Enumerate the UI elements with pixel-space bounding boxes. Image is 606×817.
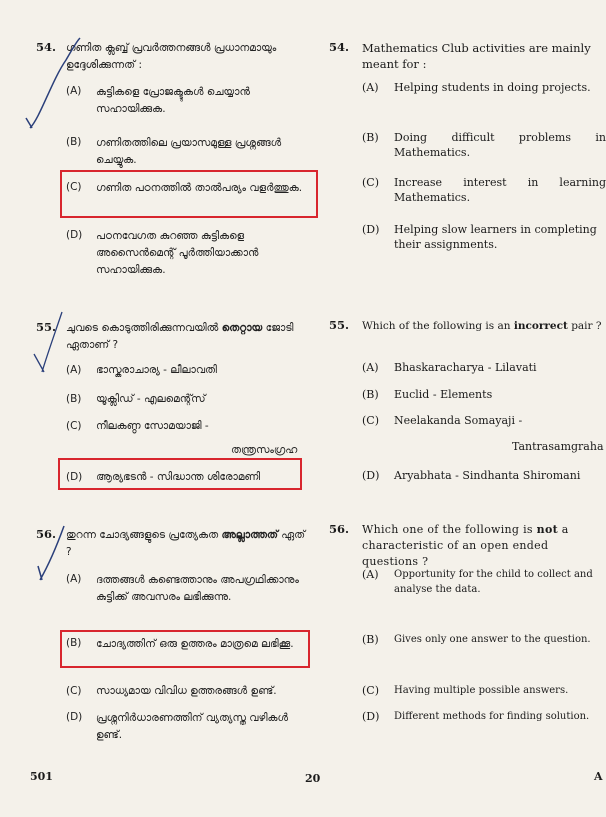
option-label: (D) xyxy=(66,229,83,241)
option-label: (C) xyxy=(66,685,82,697)
option-label: (B) xyxy=(362,131,379,144)
option-text: ഗണിത പഠനത്തിൽ താൽപര്യം വളർത്തുക. xyxy=(96,182,303,194)
option-label: (A) xyxy=(362,81,379,94)
ml-q56-text-pre: തുറന്ന ചോദ്യങ്ങളുടെ പ്രത്യേകത xyxy=(66,529,222,541)
en-q55-text xyxy=(362,318,606,334)
option-label: (D) xyxy=(362,469,380,482)
ml-q54-text: ഗണിത ക്ലബ്ബ് പ്രവർത്തനങ്ങൾ പ്രധാനമായും ഉദ്ദേശിക്കുന്നത് : xyxy=(66,42,277,71)
ml-q56-text-bold: അല്ലാത്തത് xyxy=(221,529,278,541)
option-text: Aryabhata - Sindhanta Shiromani xyxy=(394,469,581,482)
footer-page-number: 20 xyxy=(305,772,321,785)
option-text: ഗണിതത്തിലെ പ്രയാസമുള്ള പ്രശ്നങ്ങൾ ചെയ്യുക. xyxy=(96,137,282,166)
footer-exam-code: 501 xyxy=(30,770,53,783)
pen-check-marks xyxy=(0,0,120,620)
ml-q55-text-bold: തെറ്റായ xyxy=(221,322,263,334)
ml-q54-number: 54. xyxy=(36,40,57,54)
option-label: (A) xyxy=(66,573,82,585)
option-text: Increase interest in learning Mathematics. xyxy=(394,176,606,204)
answer-highlight-q56-b xyxy=(60,630,310,668)
option-text: Doing difficult problems in Mathematics. xyxy=(394,131,606,159)
option-text: യൂക്ലിഡ് - എലമെന്റ്സ് xyxy=(96,393,206,405)
option-label: (A) xyxy=(66,85,82,97)
option-label: (D) xyxy=(66,711,83,723)
option-label: (B) xyxy=(66,393,82,405)
option-text: Different methods for finding solution. xyxy=(394,711,590,722)
en-q56-number: 56. xyxy=(329,522,350,536)
option-text: Opportunity for the child to collect and analyse the data. xyxy=(394,569,593,595)
option-label: (B) xyxy=(362,633,379,646)
option-text: ചോദ്യത്തിന് ഒരു ഉത്തരം മാത്രമെ ലഭിക്കൂ. xyxy=(96,638,294,650)
en-q54-text: Mathematics Club activities are mainly meant for : xyxy=(362,41,591,71)
option-text: ദത്തങ്ങൾ കണ്ടെത്താനും അപഗ്രഥിക്കാനും കുട്ടിക്ക് അവസരം ലഭിക്കുന്നു. xyxy=(96,574,299,603)
en-q56-text-post: a characteristic of an open ended questions ? xyxy=(362,523,569,568)
option-text: Having multiple possible answers. xyxy=(394,685,569,696)
option-label: (A) xyxy=(362,568,379,581)
option-label: (D) xyxy=(362,710,380,723)
option-text: Helping students in doing projects. xyxy=(394,81,591,94)
en-q54-number: 54. xyxy=(329,40,350,54)
option-label: (B) xyxy=(66,637,82,649)
en-q55-text-bold: incorrect xyxy=(513,320,568,332)
en-q55-text-pre: Which of the following is an xyxy=(362,320,514,332)
en-q56-text-pre: Which one of the following is xyxy=(362,523,537,536)
ml-q55-text-pre: ചുവടെ കൊടുത്തിരിക്കുന്നവയിൽ xyxy=(66,322,222,334)
option-label: (B) xyxy=(66,136,82,148)
ml-q55-number: 55. xyxy=(36,320,57,334)
option-label: (C) xyxy=(66,181,82,193)
option-text: ആര്യഭടൻ - സിദ്ധാന്ത ശിരോമണി xyxy=(96,471,261,483)
ml-q56-text-post: ഏത് ? xyxy=(66,529,306,558)
option-text: Euclid - Elements xyxy=(394,388,493,401)
option-label: (C) xyxy=(362,176,379,189)
option-text: കുട്ടികളെ പ്രോജക്ടുകൾ ചെയ്യാൻ സഹായിക്കുക. xyxy=(96,86,250,115)
ml-q56-number: 56. xyxy=(36,527,57,541)
option-text: ഭാസ്കരാചാര്യ - ലീലാവതി xyxy=(96,364,217,376)
option-label: (B) xyxy=(362,388,379,401)
ml-q55-text-post: ജോടി ഏതാണ് ? xyxy=(66,322,294,351)
option-text: Helping slow learners in completing their assignments. xyxy=(394,223,597,251)
option-text-continued: Tantrasamgraha xyxy=(512,440,604,453)
en-q55-number: 55. xyxy=(329,318,350,332)
option-text: പ്രശ്നനിർധാരണത്തിന് വ്യത്യസ്ത വഴികൾ ഉണ്ട്. xyxy=(96,712,289,741)
en-q55-text-post: pair ? xyxy=(567,320,602,332)
option-text: Neelakanda Somayaji - xyxy=(394,414,523,427)
option-label: (D) xyxy=(362,223,380,236)
option-label: (A) xyxy=(66,364,82,376)
option-text: Bhaskaracharya - Lilavati xyxy=(394,361,537,374)
en-q56-text-bold: not xyxy=(536,523,558,536)
option-text: നീലകണ്ഠ സോമയാജി - xyxy=(96,420,209,432)
footer-right-mark: A xyxy=(594,770,603,783)
option-label: (C) xyxy=(362,414,379,427)
option-text: സാധ്യമായ വിവിധ ഉത്തരങ്ങൾ ഉണ്ട്. xyxy=(96,685,277,697)
option-text: പഠനവേഗത കുറഞ്ഞ കുട്ടികളെ അസൈൻമെന്റ് പൂർത്തിയാക്കാൻ സഹായിക്കുക. xyxy=(96,230,259,276)
option-text-continued: തന്ത്രസംഗ്രഹ xyxy=(231,444,298,456)
option-text: Gives only one answer to the question. xyxy=(394,634,591,645)
option-label: (C) xyxy=(66,420,82,432)
option-label: (A) xyxy=(362,361,379,374)
option-label: (D) xyxy=(66,471,83,483)
en-q56-text xyxy=(362,522,606,570)
option-label: (C) xyxy=(362,684,379,697)
